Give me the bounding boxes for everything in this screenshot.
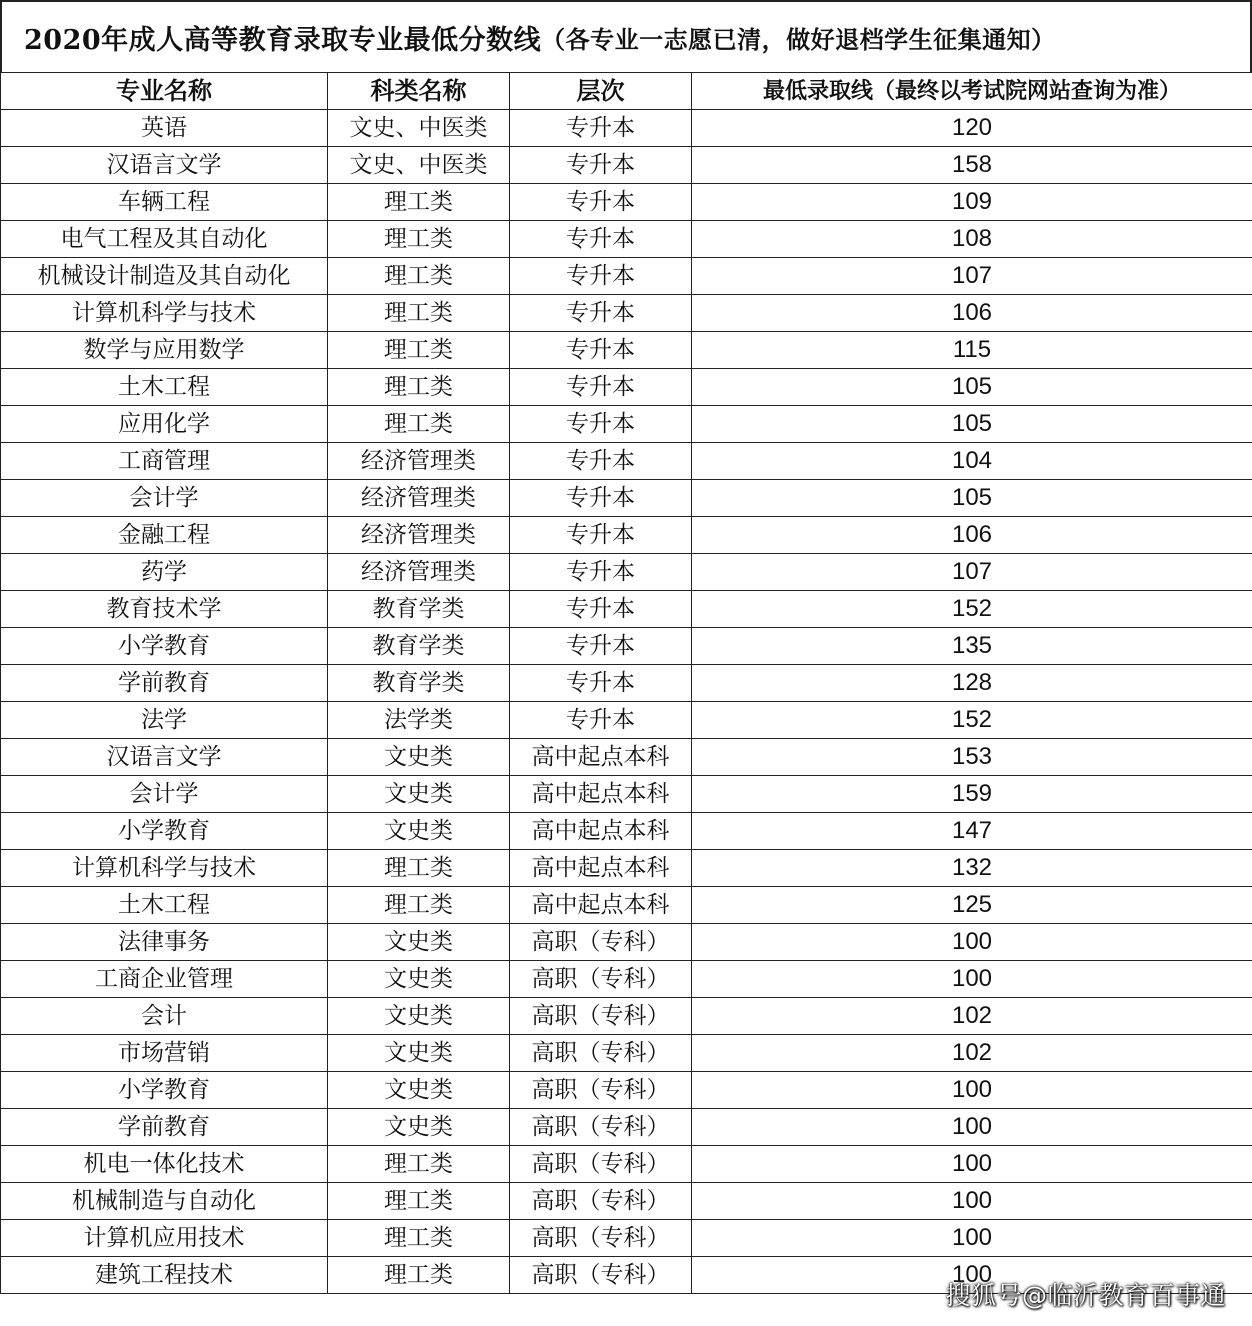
cell-category: 文史类 xyxy=(328,739,510,776)
table-row xyxy=(1,221,1252,258)
cell-level: 专升本 xyxy=(510,554,692,591)
table-row xyxy=(1,295,1252,332)
table-row xyxy=(1,702,1252,739)
cell-level: 高职（专科） xyxy=(510,924,692,961)
table-row xyxy=(1,110,1252,147)
cell-major: 市场营销 xyxy=(1,1035,328,1072)
table-row xyxy=(1,739,1252,776)
cell-min-score: 100 xyxy=(692,924,1252,961)
table-row xyxy=(1,480,1252,517)
header-category: 科类名称 xyxy=(328,73,510,110)
table-row xyxy=(1,1035,1252,1072)
cell-min-score: 100 xyxy=(692,1220,1252,1257)
cell-major: 汉语言文学 xyxy=(1,739,328,776)
cell-major: 工商管理 xyxy=(1,443,328,480)
table-row xyxy=(1,184,1252,221)
cell-min-score: 104 xyxy=(692,443,1252,480)
cell-major: 药学 xyxy=(1,554,328,591)
cell-major: 小学教育 xyxy=(1,628,328,665)
cell-level: 专升本 xyxy=(510,110,692,147)
cell-min-score: 128 xyxy=(692,665,1252,702)
table-row xyxy=(1,628,1252,665)
cell-min-score: 135 xyxy=(692,628,1252,665)
cell-major: 机电一体化技术 xyxy=(1,1146,328,1183)
cell-min-score: 100 xyxy=(692,961,1252,998)
table-row xyxy=(1,887,1252,924)
cell-major: 教育技术学 xyxy=(1,591,328,628)
cell-category: 经济管理类 xyxy=(328,443,510,480)
header-row xyxy=(1,73,1252,110)
cell-min-score: 106 xyxy=(692,517,1252,554)
cell-min-score: 158 xyxy=(692,147,1252,184)
cell-major: 小学教育 xyxy=(1,1072,328,1109)
title-note: （各专业一志愿已清，做好退档学生征集通知） xyxy=(541,24,1056,54)
cell-category: 文史类 xyxy=(328,1072,510,1109)
table-row xyxy=(1,591,1252,628)
cell-major: 英语 xyxy=(1,110,328,147)
cell-major: 学前教育 xyxy=(1,1109,328,1146)
cell-major: 工商企业管理 xyxy=(1,961,328,998)
cell-min-score: 147 xyxy=(692,813,1252,850)
table-row xyxy=(1,554,1252,591)
cell-category: 文史类 xyxy=(328,924,510,961)
cell-min-score: 105 xyxy=(692,406,1252,443)
cell-major: 土木工程 xyxy=(1,887,328,924)
cell-min-score: 152 xyxy=(692,591,1252,628)
cell-level: 专升本 xyxy=(510,702,692,739)
cell-category: 文史类 xyxy=(328,961,510,998)
cell-level: 高职（专科） xyxy=(510,1220,692,1257)
table-row xyxy=(1,406,1252,443)
table-row xyxy=(1,517,1252,554)
cell-category: 文史类 xyxy=(328,813,510,850)
cell-category: 教育学类 xyxy=(328,591,510,628)
cell-level: 专升本 xyxy=(510,295,692,332)
cell-level: 专升本 xyxy=(510,628,692,665)
cell-category: 文史类 xyxy=(328,1035,510,1072)
cell-category: 文史类 xyxy=(328,776,510,813)
cell-category: 理工类 xyxy=(328,369,510,406)
cell-category: 理工类 xyxy=(328,332,510,369)
table-row xyxy=(1,332,1252,369)
cell-level: 高职（专科） xyxy=(510,1257,692,1294)
cell-level: 专升本 xyxy=(510,665,692,702)
cell-category: 理工类 xyxy=(328,184,510,221)
cell-category: 文史类 xyxy=(328,998,510,1035)
cell-major: 法学 xyxy=(1,702,328,739)
table-row xyxy=(1,1072,1252,1109)
table-row xyxy=(1,998,1252,1035)
cell-min-score: 132 xyxy=(692,850,1252,887)
cell-level: 专升本 xyxy=(510,517,692,554)
title-main: 2020年成人高等教育录取专业最低分数线 xyxy=(24,24,542,56)
header-level: 层次 xyxy=(510,73,692,110)
cell-level: 专升本 xyxy=(510,332,692,369)
cell-level: 专升本 xyxy=(510,591,692,628)
cell-min-score: 100 xyxy=(692,1109,1252,1146)
cell-min-score: 100 xyxy=(692,1146,1252,1183)
cell-category: 理工类 xyxy=(328,295,510,332)
cell-category: 理工类 xyxy=(328,887,510,924)
document-title xyxy=(0,0,1252,72)
cell-category: 法学类 xyxy=(328,702,510,739)
cell-major: 计算机应用技术 xyxy=(1,1220,328,1257)
cell-level: 专升本 xyxy=(510,221,692,258)
table-row xyxy=(1,850,1252,887)
table-row xyxy=(1,443,1252,480)
cell-min-score: 107 xyxy=(692,258,1252,295)
cell-level: 专升本 xyxy=(510,184,692,221)
cell-level: 高中起点本科 xyxy=(510,850,692,887)
table-row xyxy=(1,1109,1252,1146)
cell-min-score: 100 xyxy=(692,1072,1252,1109)
cell-category: 文史、中医类 xyxy=(328,110,510,147)
cell-category: 经济管理类 xyxy=(328,554,510,591)
cell-level: 专升本 xyxy=(510,147,692,184)
cell-min-score: 153 xyxy=(692,739,1252,776)
cell-major: 机械制造与自动化 xyxy=(1,1183,328,1220)
header-major: 专业名称 xyxy=(1,73,328,110)
table-row xyxy=(1,1220,1252,1257)
cell-level: 高职（专科） xyxy=(510,1183,692,1220)
cell-category: 理工类 xyxy=(328,406,510,443)
cell-category: 理工类 xyxy=(328,221,510,258)
cell-category: 教育学类 xyxy=(328,665,510,702)
cell-category: 理工类 xyxy=(328,1183,510,1220)
cell-major: 车辆工程 xyxy=(1,184,328,221)
cell-category: 理工类 xyxy=(328,1146,510,1183)
cell-level: 专升本 xyxy=(510,443,692,480)
cell-major: 会计学 xyxy=(1,480,328,517)
cell-level: 高职（专科） xyxy=(510,1035,692,1072)
cell-major: 会计 xyxy=(1,998,328,1035)
cell-category: 经济管理类 xyxy=(328,517,510,554)
table-row xyxy=(1,147,1252,184)
cell-major: 机械设计制造及其自动化 xyxy=(1,258,328,295)
cell-min-score: 106 xyxy=(692,295,1252,332)
cell-level: 高中起点本科 xyxy=(510,739,692,776)
table-row xyxy=(1,1183,1252,1220)
cell-min-score: 109 xyxy=(692,184,1252,221)
cell-category: 理工类 xyxy=(328,1220,510,1257)
cell-major: 学前教育 xyxy=(1,665,328,702)
cell-major: 数学与应用数学 xyxy=(1,332,328,369)
header-min-score: 最低录取线（最终以考试院网站查询为准） xyxy=(692,73,1252,110)
cell-category: 理工类 xyxy=(328,850,510,887)
cell-major: 计算机科学与技术 xyxy=(1,295,328,332)
cell-level: 高职（专科） xyxy=(510,1072,692,1109)
cell-category: 经济管理类 xyxy=(328,480,510,517)
cell-min-score: 102 xyxy=(692,1035,1252,1072)
table-row xyxy=(1,258,1252,295)
cell-level: 专升本 xyxy=(510,258,692,295)
cell-min-score: 102 xyxy=(692,998,1252,1035)
table-row xyxy=(1,961,1252,998)
cell-level: 专升本 xyxy=(510,480,692,517)
cell-min-score: 125 xyxy=(692,887,1252,924)
cell-major: 金融工程 xyxy=(1,517,328,554)
cell-min-score: 159 xyxy=(692,776,1252,813)
table-body xyxy=(1,110,1252,1294)
cell-level: 高中起点本科 xyxy=(510,813,692,850)
cell-major: 土木工程 xyxy=(1,369,328,406)
cell-major: 法律事务 xyxy=(1,924,328,961)
table-row xyxy=(1,813,1252,850)
cell-major: 计算机科学与技术 xyxy=(1,850,328,887)
cell-min-score: 120 xyxy=(692,110,1252,147)
table-row xyxy=(1,665,1252,702)
cell-category: 理工类 xyxy=(328,258,510,295)
cell-level: 专升本 xyxy=(510,406,692,443)
cell-major: 会计学 xyxy=(1,776,328,813)
cell-major: 应用化学 xyxy=(1,406,328,443)
cell-level: 高中起点本科 xyxy=(510,887,692,924)
cell-min-score: 105 xyxy=(692,369,1252,406)
cell-level: 高中起点本科 xyxy=(510,776,692,813)
cell-min-score: 105 xyxy=(692,480,1252,517)
cell-level: 高职（专科） xyxy=(510,1146,692,1183)
score-table xyxy=(0,72,1252,1294)
cell-min-score: 115 xyxy=(692,332,1252,369)
cell-category: 文史类 xyxy=(328,1109,510,1146)
table-row xyxy=(1,369,1252,406)
cell-major: 电气工程及其自动化 xyxy=(1,221,328,258)
cell-level: 高职（专科） xyxy=(510,1109,692,1146)
cell-level: 高职（专科） xyxy=(510,998,692,1035)
cell-level: 专升本 xyxy=(510,369,692,406)
cell-category: 理工类 xyxy=(328,1257,510,1294)
cell-min-score: 100 xyxy=(692,1183,1252,1220)
cell-min-score: 100 xyxy=(692,1257,1252,1294)
cell-category: 文史、中医类 xyxy=(328,147,510,184)
cell-major: 小学教育 xyxy=(1,813,328,850)
table-row xyxy=(1,924,1252,961)
cell-major: 建筑工程技术 xyxy=(1,1257,328,1294)
cell-min-score: 152 xyxy=(692,702,1252,739)
cell-min-score: 108 xyxy=(692,221,1252,258)
cell-level: 高职（专科） xyxy=(510,961,692,998)
cell-category: 教育学类 xyxy=(328,628,510,665)
table-row xyxy=(1,1146,1252,1183)
watermark: 搜狐号@临沂教育百事通 xyxy=(945,1281,1226,1310)
cell-min-score: 107 xyxy=(692,554,1252,591)
cell-major: 汉语言文学 xyxy=(1,147,328,184)
table-row xyxy=(1,776,1252,813)
